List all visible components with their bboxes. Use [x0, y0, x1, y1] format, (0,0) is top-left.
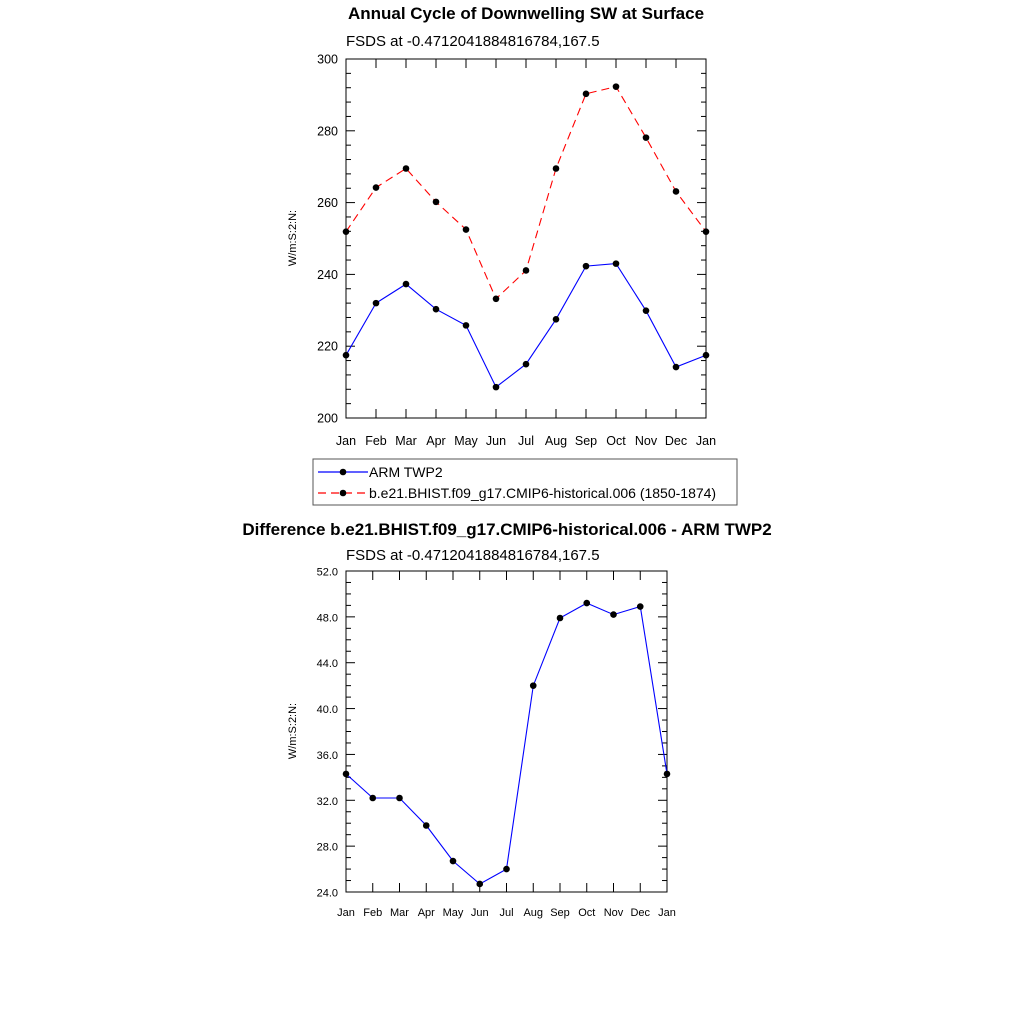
data-point — [403, 165, 410, 172]
x-tick-label: Dec — [630, 907, 651, 919]
data-point — [643, 134, 650, 141]
x-tick-label: Jan — [335, 434, 357, 448]
data-point — [664, 771, 671, 778]
x-tick-label: Jun — [470, 907, 489, 919]
x-tick-label: Dec — [664, 434, 688, 448]
x-tick-label: Feb — [363, 907, 383, 919]
x-tick-label: Jan — [658, 907, 676, 919]
x-tick-label: Apr — [417, 907, 435, 919]
x-tick-label: Sep — [574, 434, 598, 448]
data-point — [613, 260, 620, 267]
chart1-subtitle: FSDS at -0.4712041884816784,167.5 — [346, 33, 600, 50]
data-point — [343, 771, 350, 778]
legend-marker-model — [340, 490, 347, 497]
x-tick-label: Nov — [603, 907, 624, 919]
x-tick-label: Sep — [550, 907, 570, 919]
x-tick-label: Jul — [518, 434, 534, 448]
x-tick-label: Nov — [634, 434, 658, 448]
plot-frame — [346, 571, 667, 892]
x-tick-label: May — [454, 434, 478, 448]
data-point — [433, 306, 440, 313]
data-point — [637, 603, 644, 610]
data-point — [373, 300, 380, 307]
data-point — [643, 307, 650, 314]
data-point — [476, 881, 483, 888]
y-tick-label: 48.0 — [316, 612, 338, 625]
data-point — [523, 267, 530, 274]
data-point — [523, 361, 530, 368]
data-point — [403, 281, 410, 288]
x-tick-label: Mar — [395, 434, 417, 448]
legend-label-model: b.e21.BHIST.f09_g17.CMIP6-historical.006 (1850-1874) — [369, 485, 717, 501]
chart2-subtitle: FSDS at -0.4712041884816784,167.5 — [346, 547, 600, 564]
x-tick-label: Mar — [390, 907, 409, 919]
x-tick-label: Aug — [544, 434, 568, 448]
data-point — [503, 866, 510, 873]
y-tick-label: 28.0 — [316, 841, 338, 854]
data-point — [373, 184, 380, 191]
x-tick-label: Jun — [485, 434, 507, 448]
y-tick-label: 52.0 — [316, 566, 338, 579]
y-tick-label: 220 — [317, 339, 338, 354]
x-tick-label: Aug — [523, 907, 544, 919]
series-line-1 — [346, 87, 706, 299]
x-tick-label: Feb — [365, 434, 387, 448]
data-point — [553, 165, 560, 172]
chart2-ylabel: W/m:S:2:N: — [287, 702, 299, 760]
x-tick-label: Oct — [578, 907, 596, 919]
data-point — [610, 611, 617, 618]
x-tick-label: Jan — [695, 434, 717, 448]
data-point — [530, 682, 537, 689]
y-tick-label: 260 — [317, 196, 338, 211]
chart1-plot — [317, 53, 716, 449]
data-point — [343, 352, 350, 359]
y-tick-label: 44.0 — [316, 658, 338, 671]
y-tick-label: 200 — [317, 411, 338, 426]
data-point — [703, 228, 710, 235]
x-tick-label: Oct — [606, 434, 626, 448]
y-tick-label: 280 — [317, 124, 338, 139]
data-point — [450, 858, 457, 865]
data-point — [673, 364, 680, 371]
chart1-ylabel: W/m:S:2:N: — [287, 209, 299, 267]
data-point — [343, 228, 350, 235]
data-point — [423, 822, 430, 829]
data-point — [583, 91, 590, 98]
series-line-0 — [346, 603, 667, 884]
y-tick-label: 24.0 — [316, 887, 338, 900]
data-point — [557, 615, 564, 622]
y-tick-label: 300 — [317, 52, 338, 67]
x-tick-label: May — [442, 907, 464, 919]
data-point — [583, 600, 590, 607]
x-tick-label: Jan — [337, 907, 355, 919]
legend — [313, 459, 737, 505]
x-tick-label: Jul — [499, 907, 514, 919]
chart2-title: Difference b.e21.BHIST.f09_g17.CMIP6-historical.006 - ARM TWP2 — [242, 520, 772, 539]
y-tick-label: 240 — [317, 267, 338, 282]
data-point — [493, 296, 500, 303]
legend-label-arm: ARM TWP2 — [369, 464, 443, 480]
data-point — [433, 199, 440, 206]
chart2-plot — [317, 567, 676, 920]
legend-marker-arm — [340, 469, 347, 476]
y-tick-label: 36.0 — [316, 749, 338, 762]
y-tick-label: 32.0 — [316, 795, 338, 808]
data-point — [613, 83, 620, 90]
data-point — [396, 795, 403, 802]
x-tick-label: Apr — [426, 434, 446, 448]
chart1-title: Annual Cycle of Downwelling SW at Surface — [347, 4, 705, 23]
data-point — [369, 795, 376, 802]
data-point — [583, 263, 590, 270]
data-point — [703, 352, 710, 359]
data-point — [463, 226, 470, 233]
data-point — [463, 322, 470, 329]
y-tick-label: 40.0 — [316, 704, 338, 717]
series-line-0 — [346, 264, 706, 388]
data-point — [553, 316, 560, 323]
data-point — [493, 384, 500, 391]
data-point — [673, 188, 680, 195]
